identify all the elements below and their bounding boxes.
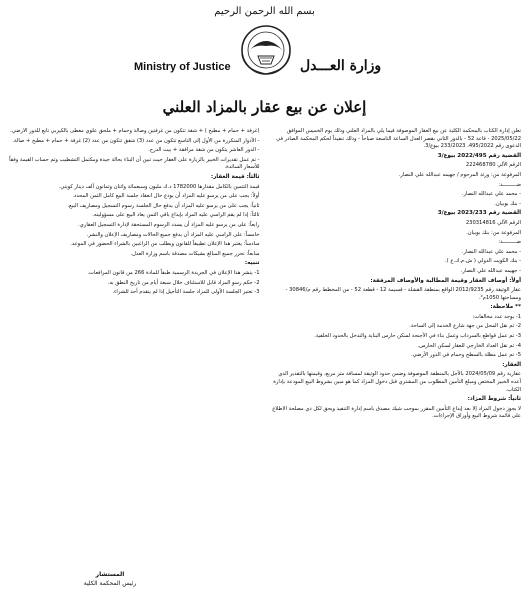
warnings-heading: تنبيه: <box>244 260 260 267</box>
warning-item: 1- ينشر هذا الإعلان في الجريدة الرسمية طبقاً للمادة 266 من قانون المرافعات. <box>87 269 260 276</box>
note-item: 5- تم عمل مظلة بالسطح وحمام في الدور الأرضي. <box>410 352 521 359</box>
notice-title: إعلان عن بيع عقار بالمزاد العلني <box>162 98 367 116</box>
right-column <box>270 128 522 576</box>
case-2-line: - محمد علي عبدالله النصار. <box>461 248 521 255</box>
case-1-line: ضـــــــــد: <box>498 181 521 188</box>
section-1-text: عقار الوثيقة رقم 2012/9235 الواقع بمنطقة القشلة - قسيمة 12 - قطعة 52 - من المخطط رقم م/30846 - ومساحتها 1050م². <box>285 287 521 301</box>
signature-name: رئيس المحكمة الكلية <box>83 580 137 587</box>
case-1-line: - محمد علي عبدالله النصار. <box>461 191 521 198</box>
condition-item: خامساً: على الراسي عليه المزاد أن يدفع جميع الحالات ومصاريف الإعلان والنشر. <box>86 231 260 238</box>
bid-text: عقارية رقم 2024/05/09 بالأجل بالمنطقة الموصوفة وضمن حدود الوثيقة لمسافة متر مربع، وقيمتها بالتقدير الذي أعده الخبير المختص ومبلغ التأمين المطلوب من المشتري قبل دخول المزاد كما هو مبين بشروط البيع المودعة بإدارة الكتاب. <box>273 371 521 393</box>
case-1-line: المرفوعة من: ورثة المرحوم / جهيمه عبدالله علي النصار. <box>398 171 521 178</box>
signature-title: المستشار <box>95 571 125 578</box>
condition-item: رابعاً: على من يرسو عليه المزاد أن يسدد الرسوم المستحقة لإدارة التسجيل العقاري. <box>78 221 260 228</box>
intro-paragraph: تعلن إدارة الكتاب بالمحكمة الكلية عن بيع العقار الموصوفة فيما يلي بالمزاد العلني وذلك يوم الخميس الموافق 2025/05/22 - قاعة 52 - بالدور الثاني بقصر العدل الساعة التاسعة صباحاً - وذلك تنفيذاً لحكم المحكمة الصادر في الدعوى رقم 495/2022، 233/2023 بيوع/3. <box>276 128 521 150</box>
property-line: - الدور العاشر يتكون من شقة مرافقة + بيت الدرج. <box>148 147 260 154</box>
condition-item: أولاً: يجب على من يرسو عليه المزاد أن يودع حال انعقاد جلسة البيع كامل الثمن المحدد. <box>72 193 260 200</box>
left-column <box>8 128 260 576</box>
section-2-heading: ثانياً: شروط المزاد: <box>467 396 521 403</box>
case-2-line: الرقم الآلي 230314816 <box>465 219 521 226</box>
case-1-line: - بنك بوبيان. <box>494 200 521 207</box>
note-item: 1- يوجد عدد مخالفات: <box>472 313 521 320</box>
case-2-line: المرفوعة من: بنك بوبيان. <box>466 229 521 236</box>
section-2-text: لا يجوز دخول المزاد إلا بعد إيداع التأمين المقرر بموجب شيك مصدق باسم إدارة التنفيذ ويحق لكل ذي مصلحة الاطلاع على قائمة شروط البيع وأوراق الإجراءات. <box>272 405 521 420</box>
case-2-line: - جهيمه عبدالله علي النصار. <box>460 267 521 274</box>
kuwait-emblem-icon <box>238 22 294 78</box>
condition-item: سادساً: يعتبر هذا الإعلان تطبيقاً للقانون ويطلب من الراغبين بالشراء الحضور في الموعد. <box>70 241 260 248</box>
case-2-line: ضـــــــــد: <box>498 239 521 246</box>
bid-heading: العقار: <box>502 361 521 368</box>
signature-block <box>40 570 180 588</box>
notice-body <box>8 128 521 576</box>
notes-heading: ** ملاحظة: <box>490 304 521 311</box>
condition-item: ثالثاً: إذا لم يقم الراسي عليه المزاد بإيداع باقي الثمن يعاد البيع على مسؤوليته. <box>92 212 260 219</box>
section-1-heading: أولاً: أوصاف العقار وقيمة المطالبة والأوصاف المرفقة: <box>370 277 521 284</box>
condition-item: سابعاً: تحرر جميع المبالغ بشيكات مصدقة باسم وزارة العدل. <box>130 250 260 257</box>
note-item: 3- تم عمل قواطع بالسرداب وعمل بناء في الأجنحة لسكن حارس البناية والتدخل بالحدود الخلفية. <box>314 333 521 340</box>
note-item: 2- تم نقل المحل من جهة شارع الخدمة إلى الساحة. <box>409 323 521 330</box>
basmala: بسم الله الرحمن الرحيم <box>214 6 315 17</box>
ministry-name-arabic: وزارة العـــدل <box>300 58 382 74</box>
property-line: - الأدوار المتكررة من الأول إلى التاسع تتكون من عدد (3) شقق تتكون من عدد (2) غرفة + حمام + مطبخ + صالة. <box>12 137 260 144</box>
warning-item: 2- حكم رسو المزاد قابل للاستئناف خلال سبعة أيام من تاريخ النطق به. <box>107 279 260 286</box>
case-2-title: القضية رقم 2023/233 بيوع/3 <box>437 210 521 217</box>
value-text: قيمة التثمين بالكامل مقدارها 1782000 د.ك مليون وسبعمائة واثنان وثمانون ألف دينار كويتي. <box>58 183 260 190</box>
note-item: 4- تم نقل العداد الخارجي للعقار لسكن الحارس. <box>417 342 521 349</box>
condition-item: ثانياً: يجب على من يرسو عليه المزاد أن يدفع حال الجلسة رسوم التسجيل ومصاريف البيع. <box>67 202 260 209</box>
case-2-line: - بنك الكويت الدولي ( ش.م.ك.ع ). <box>445 258 521 265</box>
warning-item: 3- تعتبر الجلسة الأولى للمزاد جلسة التأجيل إذا لم يتقدم أحد للشراء. <box>112 289 260 296</box>
property-description: (غرفة + حمام + مطبخ ) + شقة تتكون من غرفتين وصالة وحمام + ملحق علوي مغطى بالكيربي تابع للدور الأرضي. <box>10 128 260 134</box>
case-1-title: القضية رقم 2022/495 بيوع/3 <box>437 152 521 159</box>
property-line: - تم عمل تقديرات الخبير بالزيارة على العقار حيث تبين أن البناء بحالة جيدة ومكتمل التشطيب وتم حساب القيمة وفقاً للأسعار السائدة. <box>9 156 260 171</box>
ministry-name-english: Ministry of Justice <box>134 61 231 73</box>
value-heading: ثالثاً: قيمة العقار: <box>210 173 260 180</box>
case-1-line: الرقم الآلي 222468780 <box>465 162 521 169</box>
